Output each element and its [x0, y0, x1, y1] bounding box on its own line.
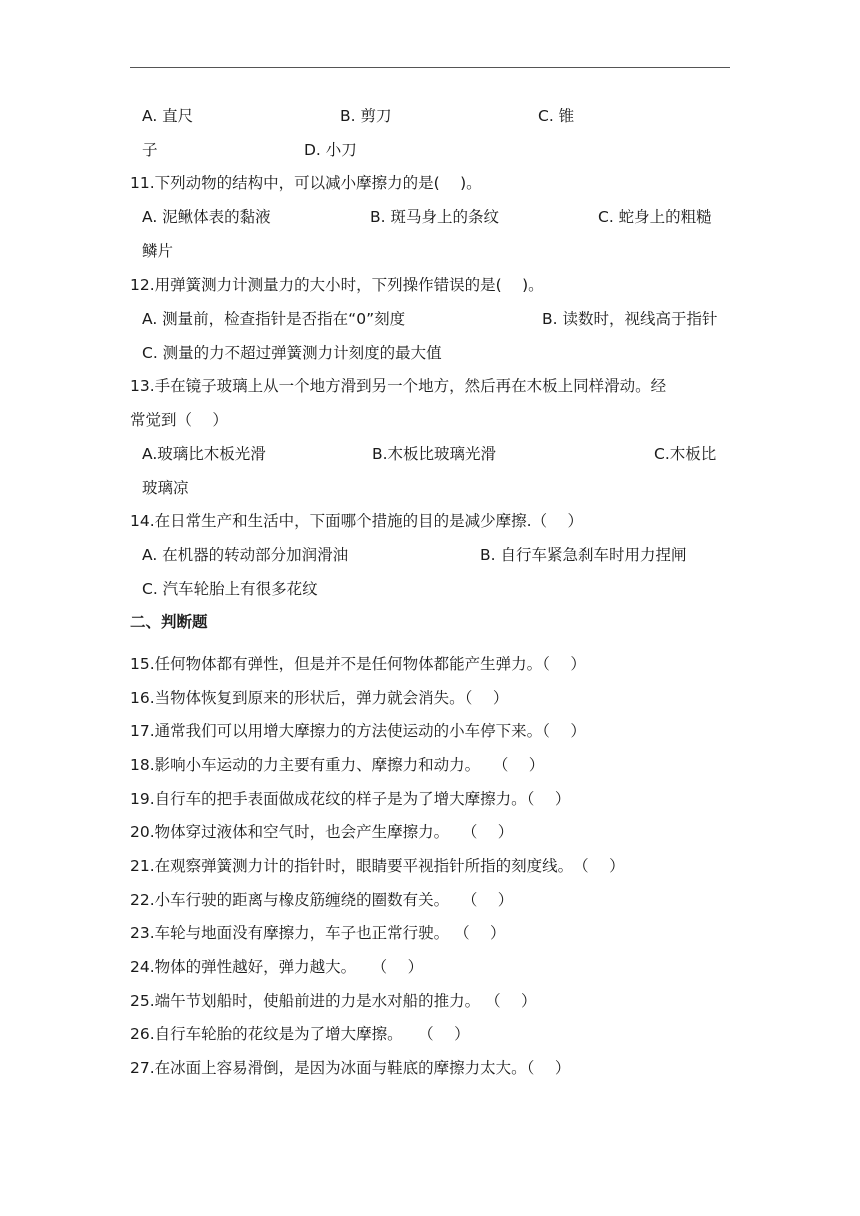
q10-option-c-continued: 子	[142, 141, 158, 159]
judgment-question: 22.小车行驶的距离与橡皮筋缠绕的圈数有关。 （ ）	[130, 891, 514, 909]
q13-option-c: C.木板比	[654, 445, 717, 463]
header-rule	[130, 67, 730, 68]
q11-option-a: A. 泥鳅体表的黏液	[142, 208, 271, 226]
judgment-question: 21.在观察弹簧测力计的指针时，眼睛要平视指针所指的刻度线。 （ ）	[130, 857, 625, 875]
judgment-question: 23.车轮与地面没有摩擦力，车子也正常行驶。 （ ）	[130, 924, 506, 942]
judgment-question: 15.任何物体都有弹性，但是并不是任何物体都能产生弹力。（ ）	[130, 655, 586, 673]
judgment-question: 24.物体的弹性越好，弹力越大。 （ ）	[130, 958, 424, 976]
q14-option-a: A. 在机器的转动部分加润滑油	[142, 546, 349, 564]
q10-option-c: C. 锥	[538, 107, 575, 125]
q13-option-c-continued: 玻璃凉	[142, 479, 189, 497]
q12-option-b: B. 读数时，视线高于指针	[542, 310, 718, 328]
q13-stem-line-1: 13.手在镜子玻璃上从一个地方滑到另一个地方，然后再在木板上同样滑动。经	[130, 377, 667, 395]
q11-stem: 11.下列动物的结构中，可以减小摩擦力的是( )。	[130, 174, 482, 192]
q12-option-c: C. 测量的力不超过弹簧测力计刻度的最大值	[142, 344, 442, 362]
q11-option-b: B. 斑马身上的条纹	[370, 208, 499, 226]
q11-option-c-continued: 鳞片	[142, 242, 174, 260]
q13-option-a: A.玻璃比木板光滑	[142, 445, 266, 463]
judgment-question: 25.端午节划船时，使船前进的力是水对船的推力。 （ ）	[130, 992, 537, 1010]
judgment-question: 20.物体穿过液体和空气时，也会产生摩擦力。 （ ）	[130, 823, 514, 841]
q11-option-c: C. 蛇身上的粗糙	[598, 208, 712, 226]
judgment-question: 16.当物体恢复到原来的形状后，弹力就会消失。（ ）	[130, 689, 509, 707]
q12-stem: 12.用弹簧测力计测量力的大小时，下列操作错误的是( )。	[130, 276, 544, 294]
q13-option-b: B.木板比玻璃光滑	[372, 445, 497, 463]
q10-option-a: A. 直尺	[142, 107, 194, 125]
q12-option-a: A. 测量前，检查指针是否指在“0”刻度	[142, 310, 406, 328]
judgment-question: 27.在冰面上容易滑倒，是因为冰面与鞋底的摩擦力太大。（ ）	[130, 1059, 571, 1077]
judgment-question: 19.自行车的把手表面做成花纹的样子是为了增大摩擦力。（ ）	[130, 790, 571, 808]
q14-stem: 14.在日常生产和生活中，下面哪个措施的目的是减少摩擦.（ ）	[130, 512, 584, 530]
q13-stem-line-2: 常觉到（ ）	[130, 411, 228, 429]
q10-option-b: B. 剪刀	[340, 107, 392, 125]
q14-option-b: B. 自行车紧急刹车时用力捏闸	[480, 546, 687, 564]
judgment-question: 18.影响小车运动的力主要有重力、摩擦力和动力。 （ ）	[130, 756, 545, 774]
judgment-question: 26.自行车轮胎的花纹是为了增大摩擦。 （ ）	[130, 1025, 470, 1043]
q10-option-d: D. 小刀	[304, 141, 357, 159]
judgment-question: 17.通常我们可以用增大摩擦力的方法使运动的小车停下来。（ ）	[130, 722, 586, 740]
q14-option-c: C. 汽车轮胎上有很多花纹	[142, 580, 318, 598]
section-heading-judgment: 二、判断题	[130, 613, 208, 631]
